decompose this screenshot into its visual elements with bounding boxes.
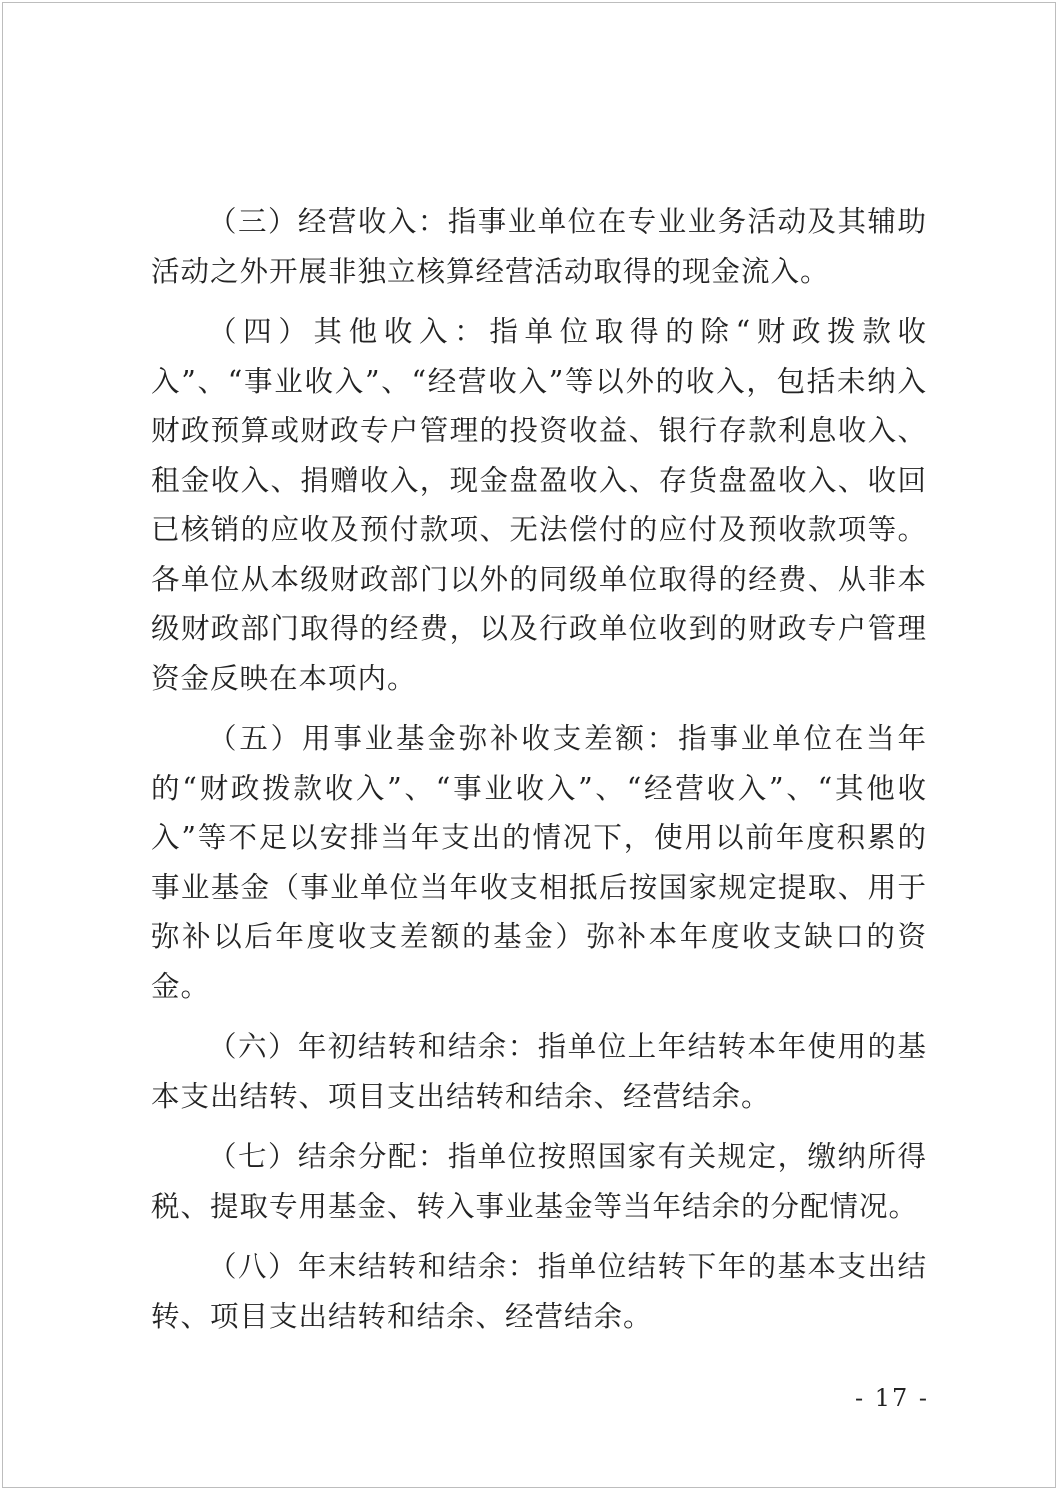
document-body [151, 197, 927, 1352]
paragraph-ending-balance: （八）年末结转和结余：指单位结转下年的基本支出结转、项目支出结转和结余、经营结余。 [151, 1250, 927, 1333]
page-number: - 17 - [854, 1384, 929, 1412]
document-page [2, 2, 1056, 1488]
paragraph-surplus-distribution: （七）结余分配：指单位按照国家有关规定，缴纳所得税、提取专用基金、转入事业基金等当年结余的分配情况。 [151, 1140, 927, 1223]
paragraph-fund-offset: （五）用事业基金弥补收支差额：指事业单位在当年的“财政拨款收入”、“事业收入”、“经营收入”、“其他收入”等不足以安排当年支出的情况下，使用以前年度积累的事业基金（事业单位当年收支相抵后按国家规定提取、用于弥补以后年度收支差额的基金）弥补本年度收支缺口的资金。 [151, 722, 927, 1003]
paragraph-operating-income: （三）经营收入：指事业单位在专业业务活动及其辅助活动之外开展非独立核算经营活动取得的现金流入。 [151, 205, 927, 288]
paragraph-other-income: （四）其他收入：指单位取得的除“财政拨款收入”、“事业收入”、“经营收入”等以外的收入，包括未纳入财政预算或财政专户管理的投资收益、银行存款利息收入、租金收入、捐赠收入，现金盘盈收入、存货盘盈收入、收回已核销的应收及预付款项、无法偿付的应付及预收款项等。各单位从本级财政部门以外的同级单位取得的经费、从非本级财政部门取得的经费，以及行政单位收到的财政专户管理资金反映在本项内。 [151, 315, 927, 695]
paragraph-beginning-balance: （六）年初结转和结余：指单位上年结转本年使用的基本支出结转、项目支出结转和结余、经营结余。 [151, 1030, 927, 1113]
